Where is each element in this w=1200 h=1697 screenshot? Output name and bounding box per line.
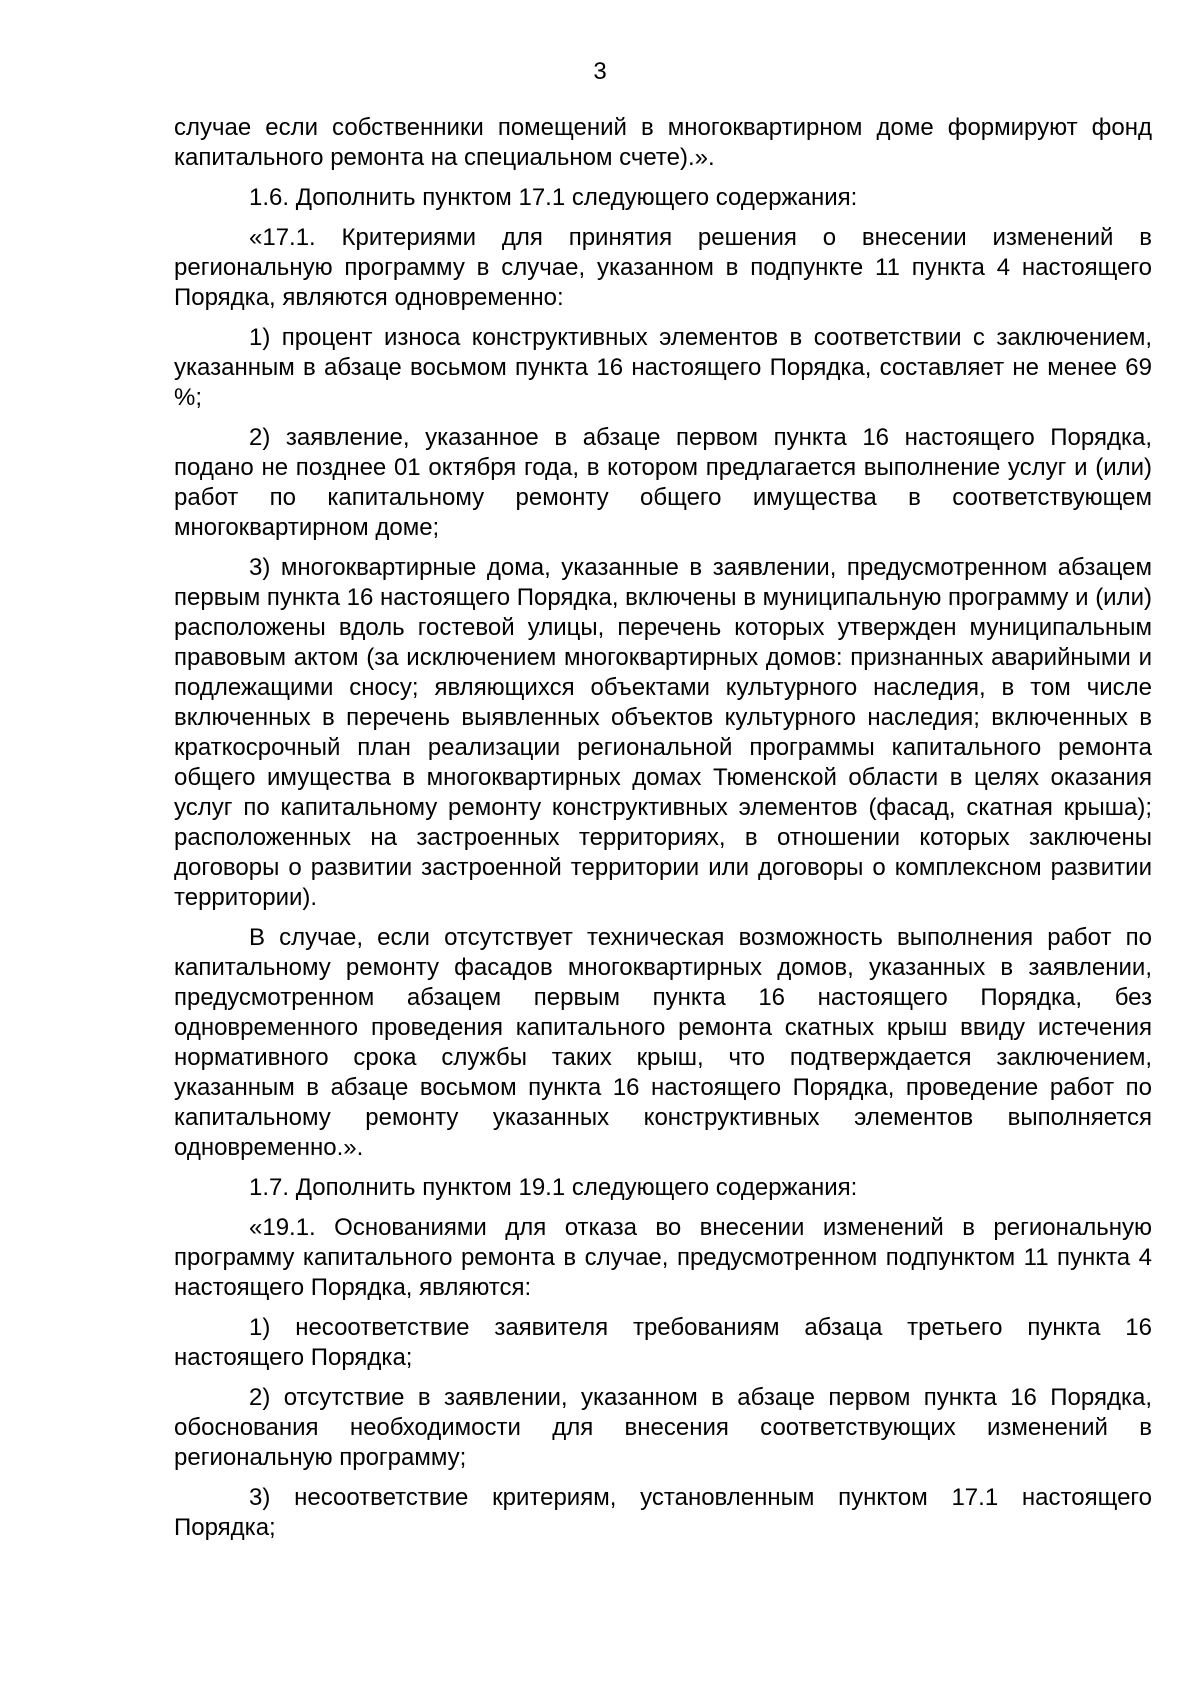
paragraph-17-1-sub-1: 1) процент износа конструктивных элементов в соответствии с заключением, указанным в абзаце восьмом пункта 16 настоящего Порядка, составляет не менее 69 %; [174, 324, 1152, 411]
paragraph-item-1-6: 1.6. Дополнить пунктом 17.1 следующего содержания: [249, 184, 858, 211]
paragraph-19-1-sub-3: 3) несоответствие критериям, установленным пунктом 17.1 настоящего Порядка; [174, 1484, 1152, 1541]
paragraph-19-1-sub-2: 2) отсутствие в заявлении, указанном в абзаце первом пункта 16 Порядка, обоснования необходимости для внесения соответствующих изменений в региональную программу; [174, 1384, 1152, 1471]
document-body [174, 113, 1152, 1553]
page-number: 3 [593, 58, 607, 85]
paragraph-17-1: «17.1. Критериями для принятия решения о внесении изменений в региональную программу в случае, указанном в подпункте 11 пункта 4 настоящего Порядка, являются одновременно: [174, 224, 1152, 311]
paragraph-17-1-sub-2: 2) заявление, указанное в абзаце первом пункта 16 настоящего Порядка, подано не позднее 01 октября года, в котором предлагается выполнение услуг и (или) работ по капитальному ремонту общего имущества в соответствующем многоквартирном доме; [174, 424, 1152, 541]
paragraph-continuation: случае если собственники помещений в многоквартирном доме формируют фонд капитального ремонта на специальном счете).». [174, 114, 1152, 171]
paragraph-19-1: «19.1. Основаниями для отказа во внесении изменений в региональную программу капитального ремонта в случае, предусмотренном подпунктом 11 пункта 4 настоящего Порядка, являются: [174, 1214, 1152, 1301]
paragraph-17-1-sub-3: 3) многоквартирные дома, указанные в заявлении, предусмотренном абзацем первым пункта 16 настоящего Порядка, включены в муниципальную программу и (или) расположены вдоль гостевой улицы, перечень которых утвержден муниципальным правовым актом (за исключением многоквартирных домов: признанных аварийными и подлежащими сносу; являющихся объектами культурного наследия, в том числе включенных в перечень выявленных объектов культурного наследия; включенных в краткосрочный план реализации региональной программы капитального ремонта общего имущества в многоквартирных домах Тюменской области в целях оказания услуг по капитальному ремонту конструктивных элементов (фасад, скатная крыша); расположенных на застроенных территориях, в отношении которых заключены договоры о развитии застроенной территории или договоры о комплексном развитии территории). [174, 554, 1152, 911]
paragraph-item-1-7: 1.7. Дополнить пунктом 19.1 следующего содержания: [249, 1174, 858, 1201]
paragraph-17-1-note: В случае, если отсутствует техническая возможность выполнения работ по капитальному ремонту фасадов многоквартирных домов, указанных в заявлении, предусмотренном абзацем первым пункта 16 настоящего Порядка, без одновременного проведения капитального ремонта скатных крыш ввиду истечения нормативного срока службы таких крыш, что подтверждается заключением, указанным в абзаце восьмом пункта 16 настоящего Порядка, проведение работ по капитальному ремонту указанных конструктивных элементов выполняется одновременно.». [174, 924, 1152, 1161]
paragraph-19-1-sub-1: 1) несоответствие заявителя требованиям абзаца третьего пункта 16 настоящего Порядка; [174, 1314, 1152, 1371]
